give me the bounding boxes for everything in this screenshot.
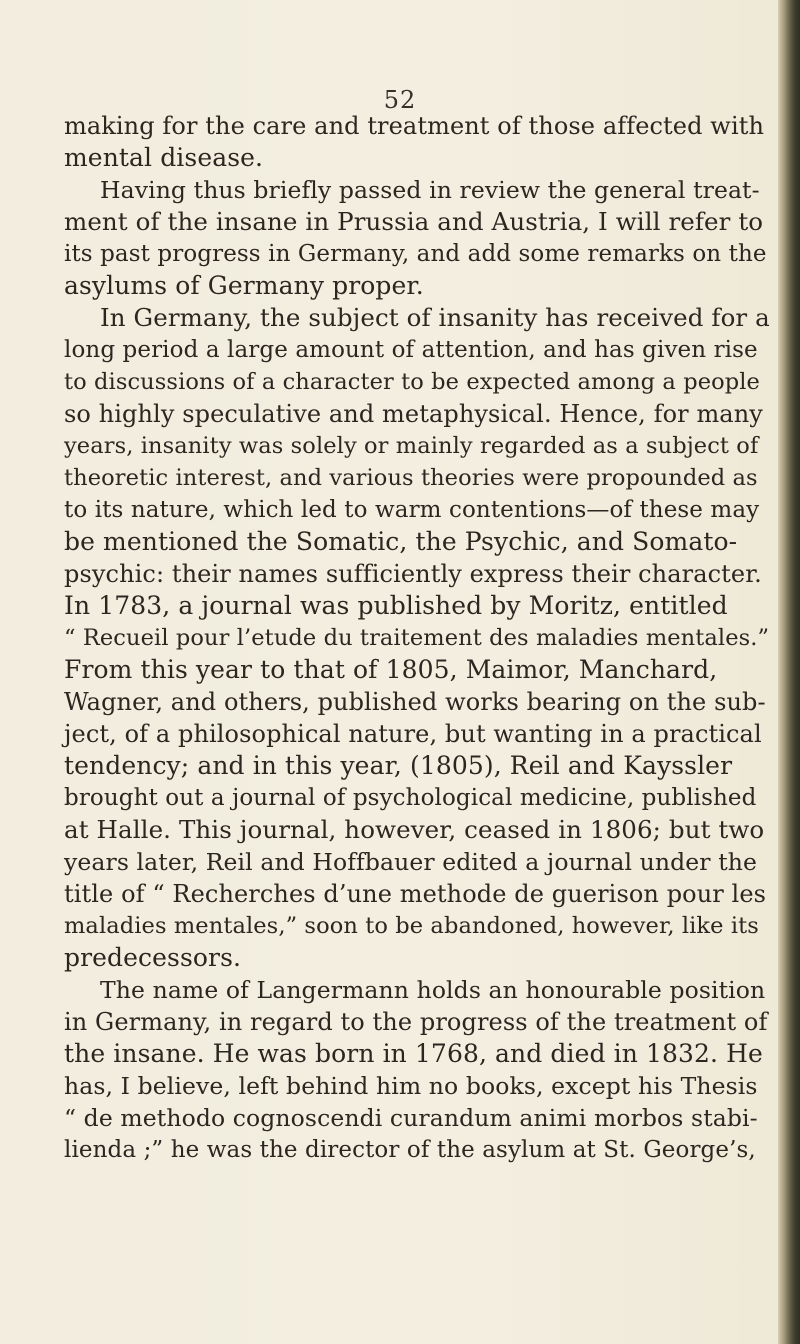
- text-line: maladies mentales,” soon to be abandoned, however, like its: [64, 913, 759, 939]
- text-line: title of “ Recherches d’une methode de guerison pour les: [64, 880, 767, 908]
- text-line: brought out a journal of psychological medicine, published: [64, 785, 757, 811]
- text-line: has, I believe, left behind him no books, except his Thesis: [64, 1072, 758, 1100]
- text-line: From this year to that of 1805, Maimor, Manchard,: [64, 655, 718, 684]
- page-edge-shadow: [778, 0, 800, 1344]
- page-number: 52: [383, 86, 417, 114]
- text-line: in Germany, in regard to the progress of the treatment of: [64, 1008, 768, 1036]
- text-line: Having thus briefly passed in review the general treat-: [100, 176, 760, 204]
- text-line: be mentioned the Somatic, the Psychic, and Somato-: [64, 527, 738, 556]
- text-line: long period a large amount of attention, and has given rise: [64, 337, 758, 363]
- text-line: to its nature, which led to warm contentions—of these may: [64, 497, 760, 523]
- text-line: psychic: their names sufficiently express their character.: [64, 560, 762, 588]
- text-line: asylums of Germany proper.: [64, 271, 424, 300]
- text-line: “ de methodo cognoscendi curandum animi morbos stabi-: [64, 1104, 758, 1132]
- text-line: The name of Langermann holds an honourable position: [100, 976, 766, 1004]
- text-line: the insane. He was born in 1768, and died in 1832. He: [64, 1039, 763, 1068]
- text-line: making for the care and treatment of those affected with: [64, 112, 765, 140]
- text-line: In 1783, a journal was published by Moritz, entitled: [64, 591, 728, 620]
- text-line: tendency; and in this year, (1805), Reil and Kayssler: [64, 751, 733, 780]
- text-line: theoretic interest, and various theories were propounded as: [64, 465, 758, 491]
- text-line: “ Recueil pour l’etude du traitement des maladies mentales.”: [64, 625, 770, 651]
- text-line: years, insanity was solely or mainly regarded as a subject of: [64, 433, 759, 459]
- text-line: lienda ;” he was the director of the asylum at St. George’s,: [64, 1137, 756, 1163]
- text-line: at Halle. This journal, however, ceased in 1806; but two: [64, 815, 765, 844]
- text-line: ject, of a philosophical nature, but wanting in a practical: [64, 720, 762, 748]
- text-line: Wagner, and others, published works bearing on the sub-: [64, 688, 766, 716]
- text-line: ment of the insane in Prussia and Austria, I will refer to: [64, 207, 764, 236]
- text-line: In Germany, the subject of insanity has received for a: [100, 303, 770, 332]
- text-line: mental disease.: [64, 143, 264, 172]
- text-line: to discussions of a character to be expected among a people: [64, 369, 760, 395]
- text-line: years later, Reil and Hoffbauer edited a journal under the: [64, 848, 757, 876]
- text-line: its past progress in Germany, and add some remarks on the: [64, 241, 767, 267]
- text-line: so highly speculative and metaphysical. Hence, for many: [64, 400, 763, 428]
- text-line: predecessors.: [64, 943, 242, 972]
